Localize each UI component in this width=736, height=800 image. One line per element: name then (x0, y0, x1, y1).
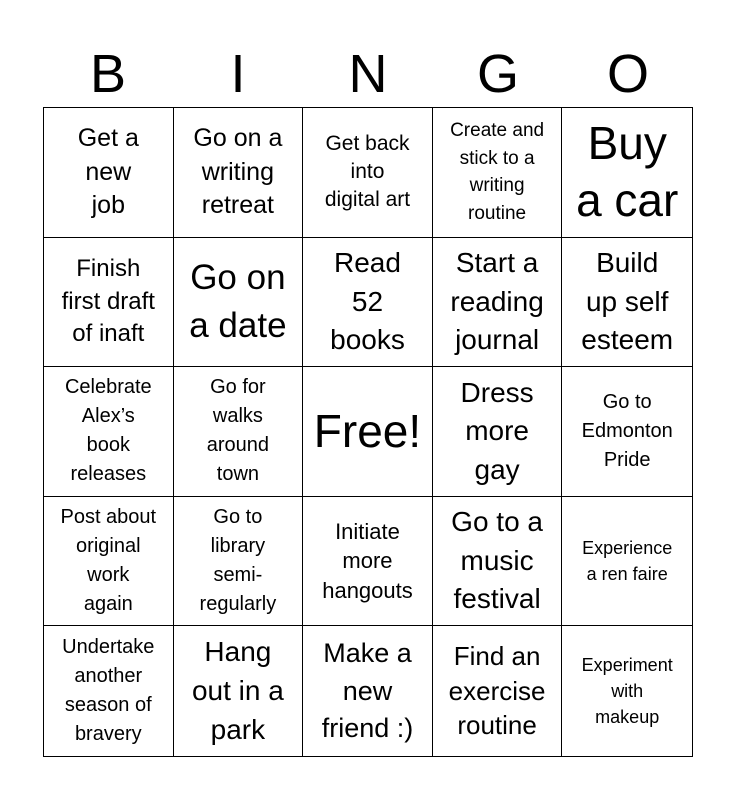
header-letter-n: N (348, 44, 388, 104)
bingo-cell[interactable] (562, 497, 692, 627)
cell-text: Experience a ren faire (582, 538, 673, 585)
bingo-cell[interactable] (44, 238, 174, 368)
cell-text: Buy a car (576, 116, 679, 227)
bingo-cell[interactable] (562, 238, 692, 368)
bingo-cell[interactable] (303, 497, 433, 627)
cell-text: Dress more gay (460, 376, 534, 485)
header-letter-g: G (476, 44, 519, 104)
bingo-cell[interactable] (303, 238, 433, 368)
header-letter-o: O (606, 44, 649, 104)
cell-text: Read 52 books (330, 246, 405, 356)
cell-text: Make a new friend :) (321, 638, 414, 743)
cell-text: Go to library semi- regularly (199, 506, 277, 616)
bingo-cell[interactable] (174, 626, 304, 756)
cell-text: Create and stick to a writing routine (450, 120, 545, 224)
cell-text: Post about original work again (60, 506, 157, 616)
bingo-cell[interactable] (44, 497, 174, 627)
cell-text: Find an exercise routine (448, 641, 546, 741)
cell-text: Initiate more hangouts (322, 518, 413, 603)
cell-text: Go on a date (189, 257, 287, 345)
free-space-text: Free! (313, 404, 422, 457)
cell-text: Start a reading journal (450, 246, 544, 356)
cell-text: Get a new job (77, 124, 139, 219)
bingo-cell[interactable] (433, 238, 563, 368)
cell-text: Finish first draft of inaft (61, 255, 155, 348)
bingo-cell[interactable] (44, 626, 174, 756)
bingo-cell[interactable] (433, 108, 563, 238)
cell-text: Celebrate Alex’s book releases (64, 376, 152, 486)
header-letter-i: I (230, 44, 246, 104)
bingo-cell[interactable] (433, 367, 563, 497)
bingo-cell[interactable] (174, 497, 304, 627)
cell-text: Undertake another season of bravery (62, 636, 155, 746)
bingo-cell[interactable] (562, 626, 692, 756)
bingo-card-grid (43, 107, 693, 757)
cell-text: Hang out in a park (191, 636, 284, 745)
cell-text: Go for walks around town (206, 376, 270, 486)
bingo-cell[interactable] (303, 626, 433, 756)
cell-text: Build up self esteem (581, 246, 674, 356)
cell-text: Experiment with makeup (581, 655, 673, 728)
bingo-cell[interactable] (433, 497, 563, 627)
cell-text: Get back into digital art (324, 131, 411, 212)
header-letter-b: B (89, 44, 127, 104)
free-space-cell[interactable] (303, 367, 433, 497)
bingo-cell[interactable] (44, 367, 174, 497)
bingo-cell[interactable] (433, 626, 563, 756)
bingo-cell[interactable] (174, 108, 304, 238)
bingo-cell[interactable] (174, 367, 304, 497)
cell-text: Go to a music festival (451, 506, 544, 615)
bingo-cell[interactable] (562, 367, 692, 497)
bingo-cell[interactable] (174, 238, 304, 368)
bingo-cell[interactable] (44, 108, 174, 238)
bingo-header (43, 40, 693, 108)
cell-text: Go on a writing retreat (193, 124, 283, 219)
cell-text: Go to Edmonton Pride (581, 390, 673, 471)
bingo-cell[interactable] (303, 108, 433, 238)
bingo-cell[interactable] (562, 108, 692, 238)
